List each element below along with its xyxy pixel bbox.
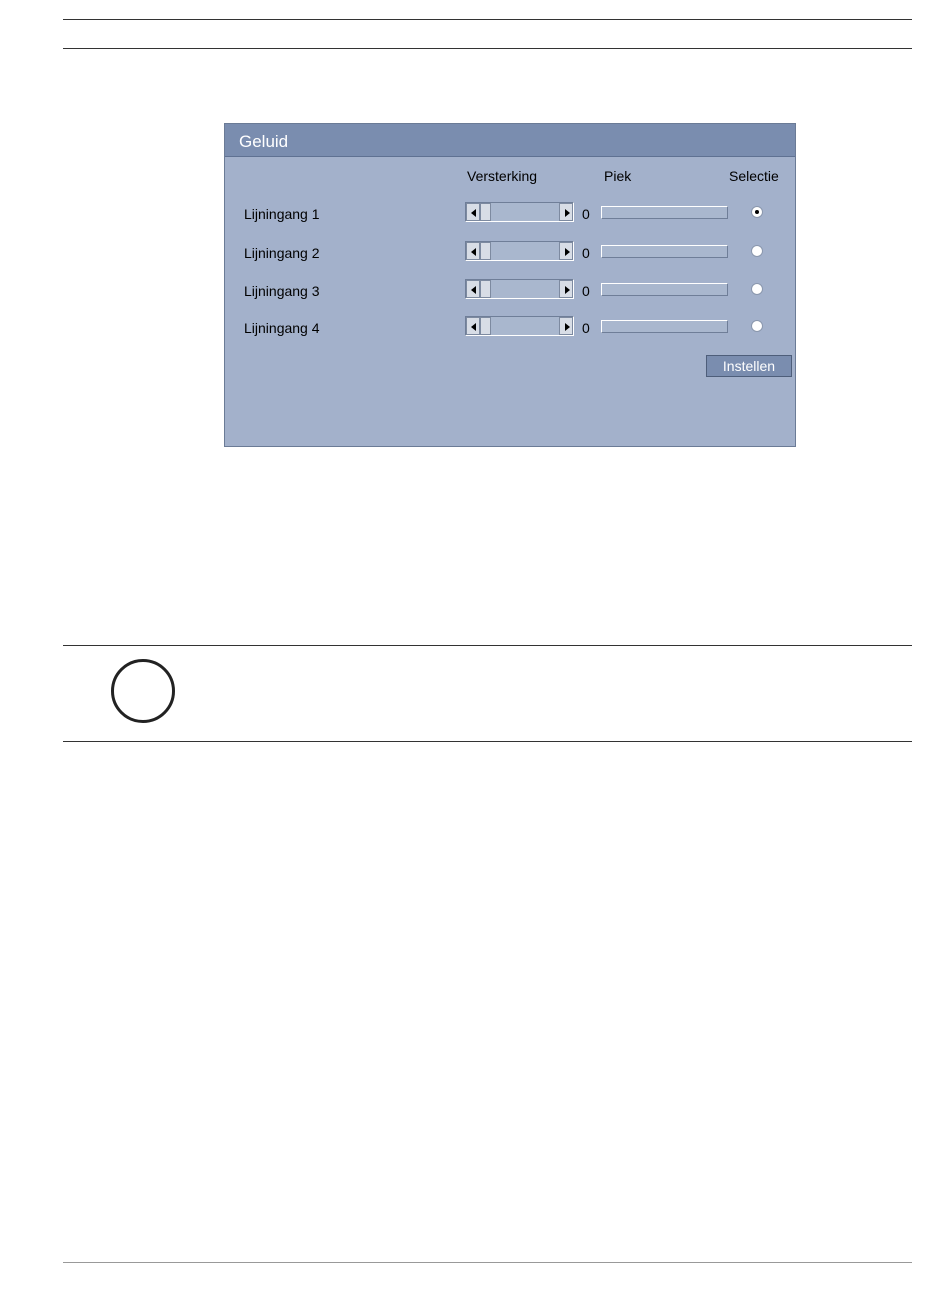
slider-thumb[interactable]	[480, 203, 491, 221]
header-rule-top	[63, 19, 912, 20]
gain-slider[interactable]	[465, 279, 574, 299]
slider-left-arrow-icon[interactable]	[466, 203, 480, 221]
note-rule-top	[63, 645, 912, 646]
slider-left-arrow-icon[interactable]	[466, 317, 480, 335]
selection-radio[interactable]	[751, 245, 763, 257]
gain-slider[interactable]	[465, 316, 574, 336]
line-input-label: Lijningang 4	[244, 320, 320, 336]
selection-radio[interactable]	[751, 283, 763, 295]
apply-button[interactable]: Instellen	[706, 355, 792, 377]
slider-right-arrow-icon[interactable]	[559, 242, 573, 260]
peak-meter	[601, 320, 728, 333]
radio-selected-dot	[755, 210, 759, 214]
gain-slider[interactable]	[465, 241, 574, 261]
column-header-peak: Piek	[604, 168, 632, 184]
slider-thumb[interactable]	[480, 242, 491, 260]
header-rule-bottom	[63, 48, 912, 49]
gain-value: 0	[582, 206, 590, 222]
note-rule-bottom	[63, 741, 912, 742]
circle-note-icon	[111, 659, 175, 723]
selection-radio[interactable]	[751, 206, 763, 218]
column-header-gain: Versterking	[467, 168, 538, 184]
slider-left-arrow-icon[interactable]	[466, 242, 480, 260]
slider-left-arrow-icon[interactable]	[466, 280, 480, 298]
slider-right-arrow-icon[interactable]	[559, 317, 573, 335]
gain-value: 0	[582, 283, 590, 299]
peak-meter	[601, 245, 728, 258]
column-header-selection: Selectie	[729, 168, 779, 184]
panel-header	[225, 124, 795, 157]
gain-slider[interactable]	[465, 202, 574, 222]
gain-value: 0	[582, 245, 590, 261]
line-input-label: Lijningang 2	[244, 245, 320, 261]
audio-settings-panel	[224, 123, 796, 447]
selection-radio[interactable]	[751, 320, 763, 332]
slider-right-arrow-icon[interactable]	[559, 203, 573, 221]
line-input-label: Lijningang 1	[244, 206, 320, 222]
line-input-label: Lijningang 3	[244, 283, 320, 299]
footer-rule	[63, 1262, 912, 1263]
peak-meter	[601, 283, 728, 296]
slider-thumb[interactable]	[480, 280, 491, 298]
panel-title: Geluid	[239, 132, 289, 151]
slider-right-arrow-icon[interactable]	[559, 280, 573, 298]
gain-value: 0	[582, 320, 590, 336]
slider-thumb[interactable]	[480, 317, 491, 335]
peak-meter	[601, 206, 728, 219]
